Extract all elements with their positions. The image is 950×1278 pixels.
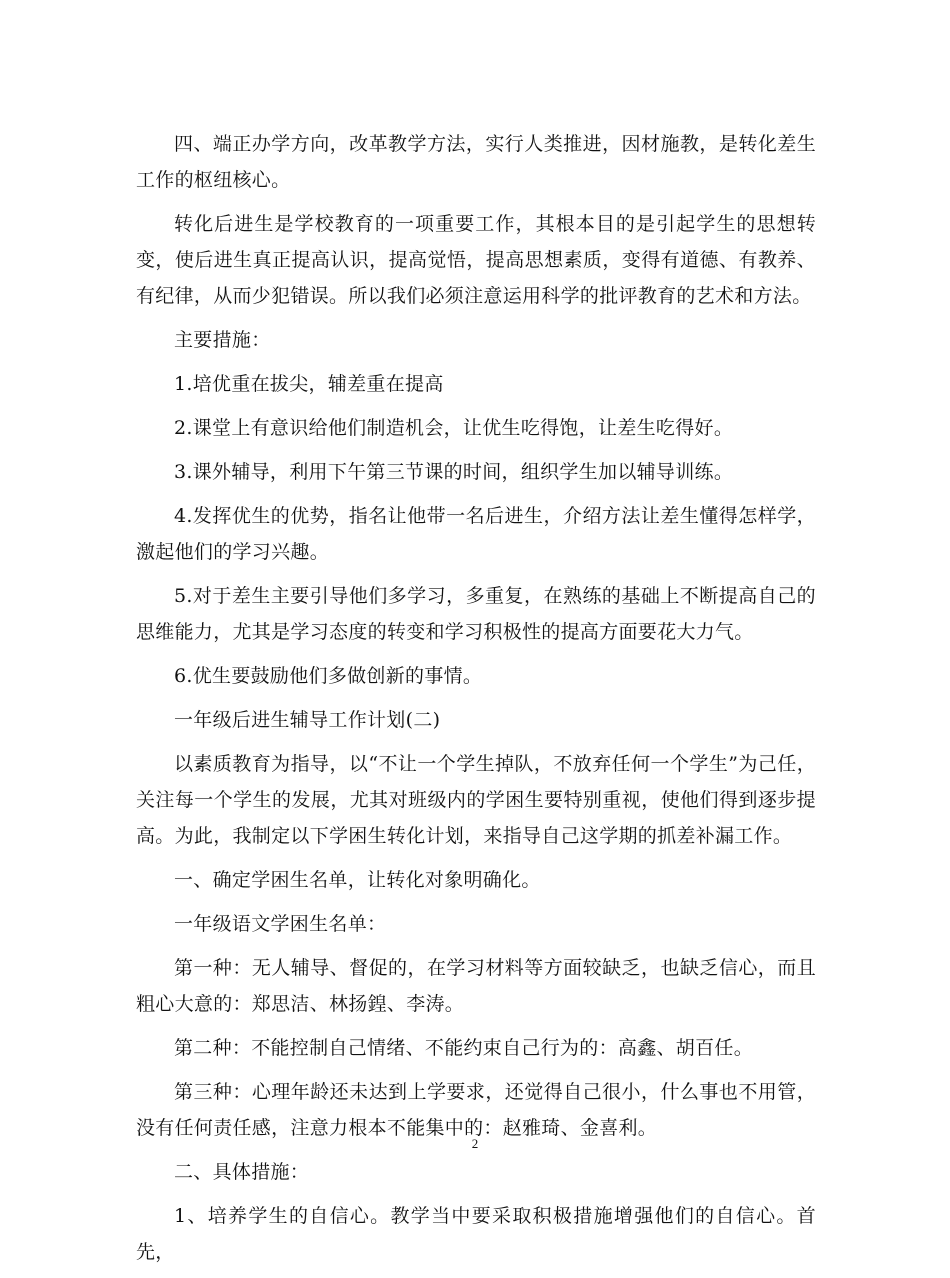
- paragraph-13: 一年级语文学困生名单：: [174, 913, 387, 935]
- section-heading: 一年级后进生辅导工作计划(二): [174, 709, 441, 731]
- page-number: 2: [471, 1136, 479, 1151]
- paragraph-8: 5.对于差生主要引导他们多学习，多重复，在熟练的基础上不断提高自己的思维能力，尤其是学习态度的转变和学习积极性的提高方面要花大力气。: [136, 585, 816, 643]
- document-body: [136, 126, 816, 1278]
- paragraph-6: 3.课外辅导，利用下午第三节课的时间，组织学生加以辅导训练。: [174, 461, 734, 483]
- paragraph-15: 第二种：不能控制自己情绪、不能约束自己行为的：高鑫、胡百任。: [174, 1037, 754, 1059]
- paragraph-12: 一、确定学困生名单，让转化对象明确化。: [174, 869, 541, 891]
- paragraph-14: 第一种：无人辅导、督促的，在学习材料等方面较缺乏，也缺乏信心，而且粗心大意的：郑思洁、林扬鍠、李涛。: [136, 957, 816, 1015]
- paragraph-17: 二、具体措施：: [174, 1161, 310, 1183]
- paragraph-5: 2.课堂上有意识给他们制造机会，让优生吃得饱，让差生吃得好。: [174, 417, 734, 439]
- paragraph-2: 转化后进生是学校教育的一项重要工作，其根本目的是引起学生的思想转变，使后进生真正提高认识，提高觉悟，提高思想素质，变得有道德、有教养、有纪律，从而少犯错误。所以我们必须注意运用科学的批评教育的艺术和方法。: [136, 213, 816, 307]
- paragraph-11: 以素质教育为指导，以“不让一个学生掉队，不放弃任何一个学生”为己任，关注每一个学生的发展，尤其对班级内的学困生要特别重视，使他们得到逐步提高。为此，我制定以下学困生转化计划，来指导自己这学期的抓差补漏工作。: [136, 753, 816, 847]
- paragraph-16: 第三种：心理年龄还未达到上学要求，还觉得自己很小，什么事也不用管，没有任何责任感，注意力根本不能集中的：赵雅琦、金喜利。: [136, 1081, 816, 1139]
- paragraph-4: 1.培优重在拔尖，辅差重在提高: [174, 373, 444, 395]
- paragraph-18: 1、培养学生的自信心。教学当中要采取积极措施增强他们的自信心。首先，: [136, 1205, 816, 1263]
- paragraph-3: 主要措施：: [174, 329, 271, 351]
- paragraph-1: 四、端正办学方向，改革教学方法，实行人类推进，因材施教，是转化差生工作的枢纽核心。: [136, 133, 816, 191]
- paragraph-9: 6.优生要鼓励他们多做创新的事情。: [174, 665, 483, 687]
- paragraph-7: 4.发挥优生的优势，指名让他带一名后进生，介绍方法让差生懂得怎样学，激起他们的学习兴趣。: [136, 505, 816, 563]
